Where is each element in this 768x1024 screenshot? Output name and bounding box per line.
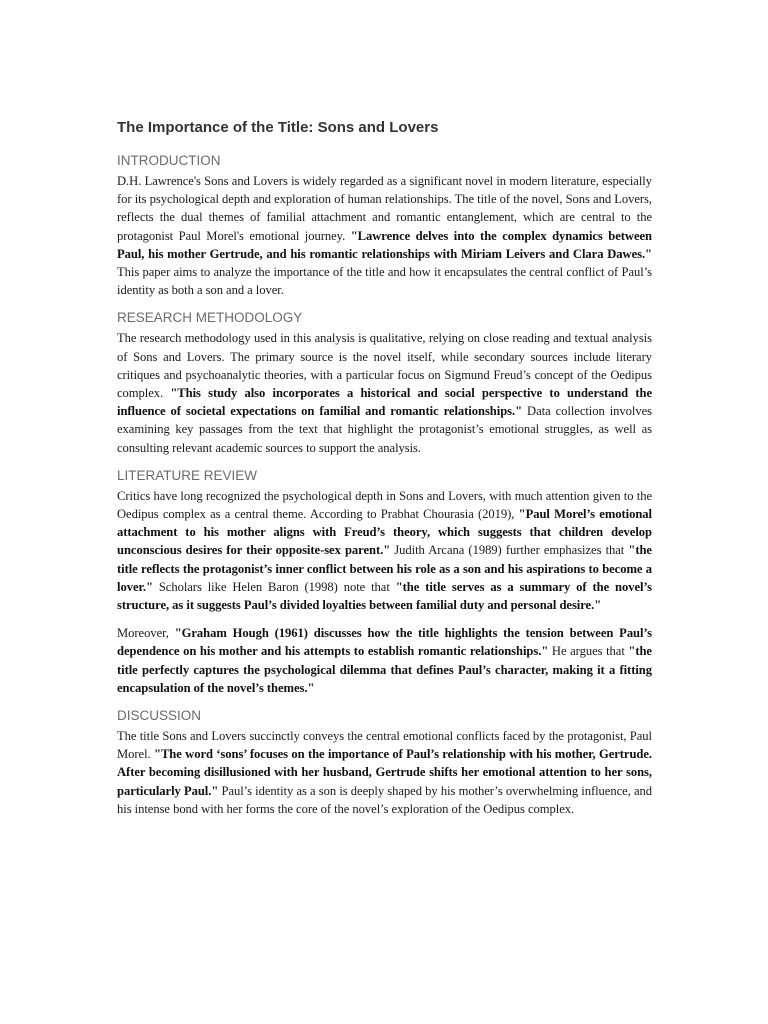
- paragraph: [117, 487, 652, 614]
- section-introduction: [117, 152, 652, 299]
- paragraph: [117, 727, 652, 818]
- paragraph: [117, 624, 652, 697]
- section-research-methodology: [117, 309, 652, 456]
- text-run: The research methodology used in this analysis is qualitative, relying on close reading and textual analysis of Sons and Lovers. The primary source is the novel itself, while secondary sources include literary critiques and psychoanalytic theories, with a particular focus on Sigmund Freud’s concept of the Oedipus complex.: [117, 331, 652, 401]
- bold-quote: "the title perfectly captures the psychological dilemma that defines Paul’s character, making it a fitting encapsulation of the novel’s themes.": [117, 644, 652, 695]
- bold-quote: "The word ‘sons’ focuses on the importance of Paul’s relationship with his mother, Gertrude. After becoming disillusioned with her husband, Gertrude shifts her emotional attention to her sons, particularly Paul.": [117, 747, 653, 798]
- text-run: He argues that: [548, 644, 629, 659]
- document-page: [117, 118, 652, 828]
- text-run: This paper aims to analyze the importance of the title and how it encapsulates the central conflict of Paul’s identity as both a son and a lover.: [117, 265, 652, 298]
- document-title: The Importance of the Title: Sons and Lovers: [117, 119, 439, 136]
- bold-quote: "the title serves as a summary of the novel’s structure, as it suggests Paul’s divided loyalties between familial duty and personal desire.": [117, 579, 653, 613]
- text-run: The title Sons and Lovers succinctly conveys the central emotional conflicts faced by the protagonist, Paul Morel.: [117, 729, 652, 762]
- bold-quote: "Paul Morel’s emotional attachment to his mother aligns with Freud’s theory, which suggests that children develop unconscious desires for their opposite-sex parent.": [117, 507, 652, 558]
- text-run: Paul’s identity as a son is deeply shaped by his mother’s overwhelming influence, and his intense bond with her forms the core of the novel’s exploration of the Oedipus complex.: [117, 783, 652, 816]
- section-literature-review: [117, 467, 652, 697]
- text-run: Moreover,: [117, 626, 175, 641]
- text-run: Judith Arcana (1989) further emphasizes that: [390, 543, 629, 558]
- text-run: Critics have long recognized the psychological depth in Sons and Lovers, with much attention given to the Oedipus complex as a central theme. According to Prabhat Chourasia (2019),: [117, 488, 652, 522]
- section-heading: LITERATURE REVIEW: [117, 467, 258, 483]
- text-run: Scholars like Helen Baron (1998) note that: [152, 579, 396, 594]
- paragraph: [117, 329, 652, 456]
- text-run: D.H. Lawrence's Sons and Lovers is widely regarded as a significant novel in modern literature, especially for its psychological depth and exploration of human relationships. The title of the novel, Sons and Lovers, reflects the dual themes of familial attachment and romantic entanglement, which are central to the protagonist Paul Morel's emotional journey.: [117, 174, 652, 243]
- paragraph: [117, 172, 652, 299]
- bold-quote: "Graham Hough (1961) discusses how the title highlights the tension between Paul’s dependence on his mother and his attempts to establish romantic relationships.": [117, 626, 652, 659]
- text-run: Data collection involves examining key passages from the text that highlight the protagonist’s emotional struggles, as well as consulting relevant academic sources to support the analysis.: [117, 404, 652, 455]
- bold-quote: "the title reflects the protagonist’s inner conflict between his role as a son and his aspirations to become a lover.": [117, 543, 652, 594]
- section-heading: DISCUSSION: [117, 708, 202, 724]
- bold-quote: "This study also incorporates a historical and social perspective to understand the influence of societal expectations on familial and romantic relationships.": [117, 386, 652, 419]
- section-discussion: [117, 707, 652, 818]
- section-heading: INTRODUCTION: [117, 153, 221, 168]
- bold-quote: "Lawrence delves into the complex dynamics between Paul, his mother Gertrude, and his romantic relationships with Miriam Leivers and Clara Dawes.": [117, 228, 652, 261]
- section-heading: RESEARCH METHODOLOGY: [117, 310, 303, 326]
- document-body: [117, 152, 652, 818]
